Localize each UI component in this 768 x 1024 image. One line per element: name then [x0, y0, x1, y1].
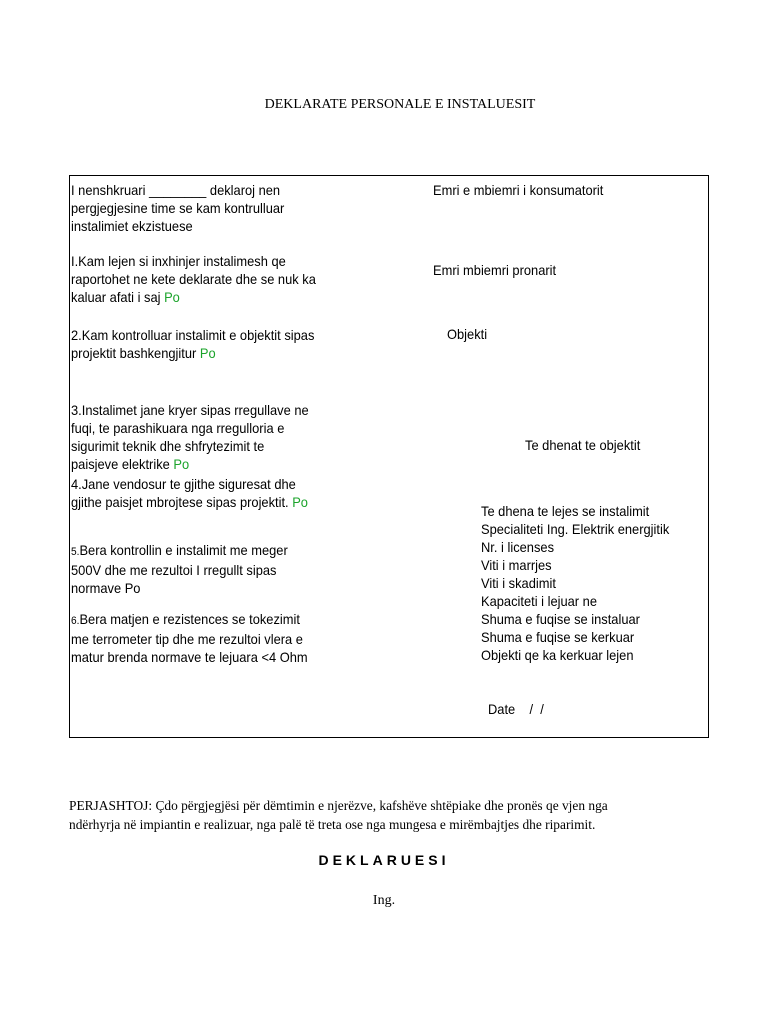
po-answer: Po [164, 289, 180, 305]
item-1-license: I.Kam lejen si inxhinjer instalimesh qe raportohet ne kete deklarate dhe se nuk ka kaluar afati i saj Po [71, 253, 316, 305]
po-answer: Po [292, 494, 308, 510]
document-title: DEKLARATE PERSONALE E INSTALUESIT [264, 97, 536, 112]
consumer-name-label: Emri e mbiemri i konsumatorit [433, 182, 604, 198]
item-2-project-check: 2.Kam kontrolluar instalimit e objektit sipas projektit bashkengjitur Po [71, 327, 315, 361]
po-answer: Po [199, 345, 216, 361]
object-data-label: Te dhenat te objektit [525, 437, 641, 453]
owner-name-label: Emri mbiemri pronarit [433, 262, 557, 278]
intro-statement: I nenshkruari ________ deklaroj nen pergjegjesine time se kam kontrulluar instalimiet ekzistuese [71, 182, 285, 234]
declaration-form-box [69, 175, 709, 738]
item-4-fuses: 4.Jane vendosur te gjithe siguresat dhe gjithe paisjet mbrojtese sipas projektit. Po [71, 476, 308, 510]
item-5-megger: 5.Bera kontrollin e instalimit me meger 500V dhe me rezultoi I rregullt sipas normave Po [71, 542, 288, 596]
object-label: Objekti [447, 326, 488, 342]
date-field: Date / / [488, 701, 544, 717]
item-3-rules: 3.Instalimet jane kryer sipas rregullave ne fuqi, te parashikuara nga rregulloria e sigurimit teknik dhe shfrytezimit te paisjeve elektrike Po [71, 402, 309, 472]
exclusion-clause: PERJASHTOJ: Çdo përgjegjësi për dëmtimin e njerëzve, kafshëve shtëpiake dhe pronës qe vjen nga ndërhyrja në impiantin e realizuar, nga palë të treta ose nga mungesa e mirëmbajtjes dhe riparimit. [69, 798, 608, 832]
po-answer: Po [173, 456, 190, 472]
license-data-list: Te dhena te lejes se instalimit Specialiteti Ing. Elektrik energjitik Nr. i licenses Viti i marrjes Viti i skadimit Kapaciteti i lejuar ne Shuma e fuqise se instaluar Shuma e fuqise se kerkuar Objekti qe ka kerkuar lejen [481, 503, 670, 663]
engineer-signature-label: Ing. [372, 893, 396, 908]
declarant-heading: DEKLARUESI [318, 852, 450, 868]
item-6-grounding: 6.Bera matjen e rezistences se tokezimit me terrometer tip dhe me rezultoi vlera e matur brenda normave te lejuara <4 Ohm [71, 611, 308, 665]
